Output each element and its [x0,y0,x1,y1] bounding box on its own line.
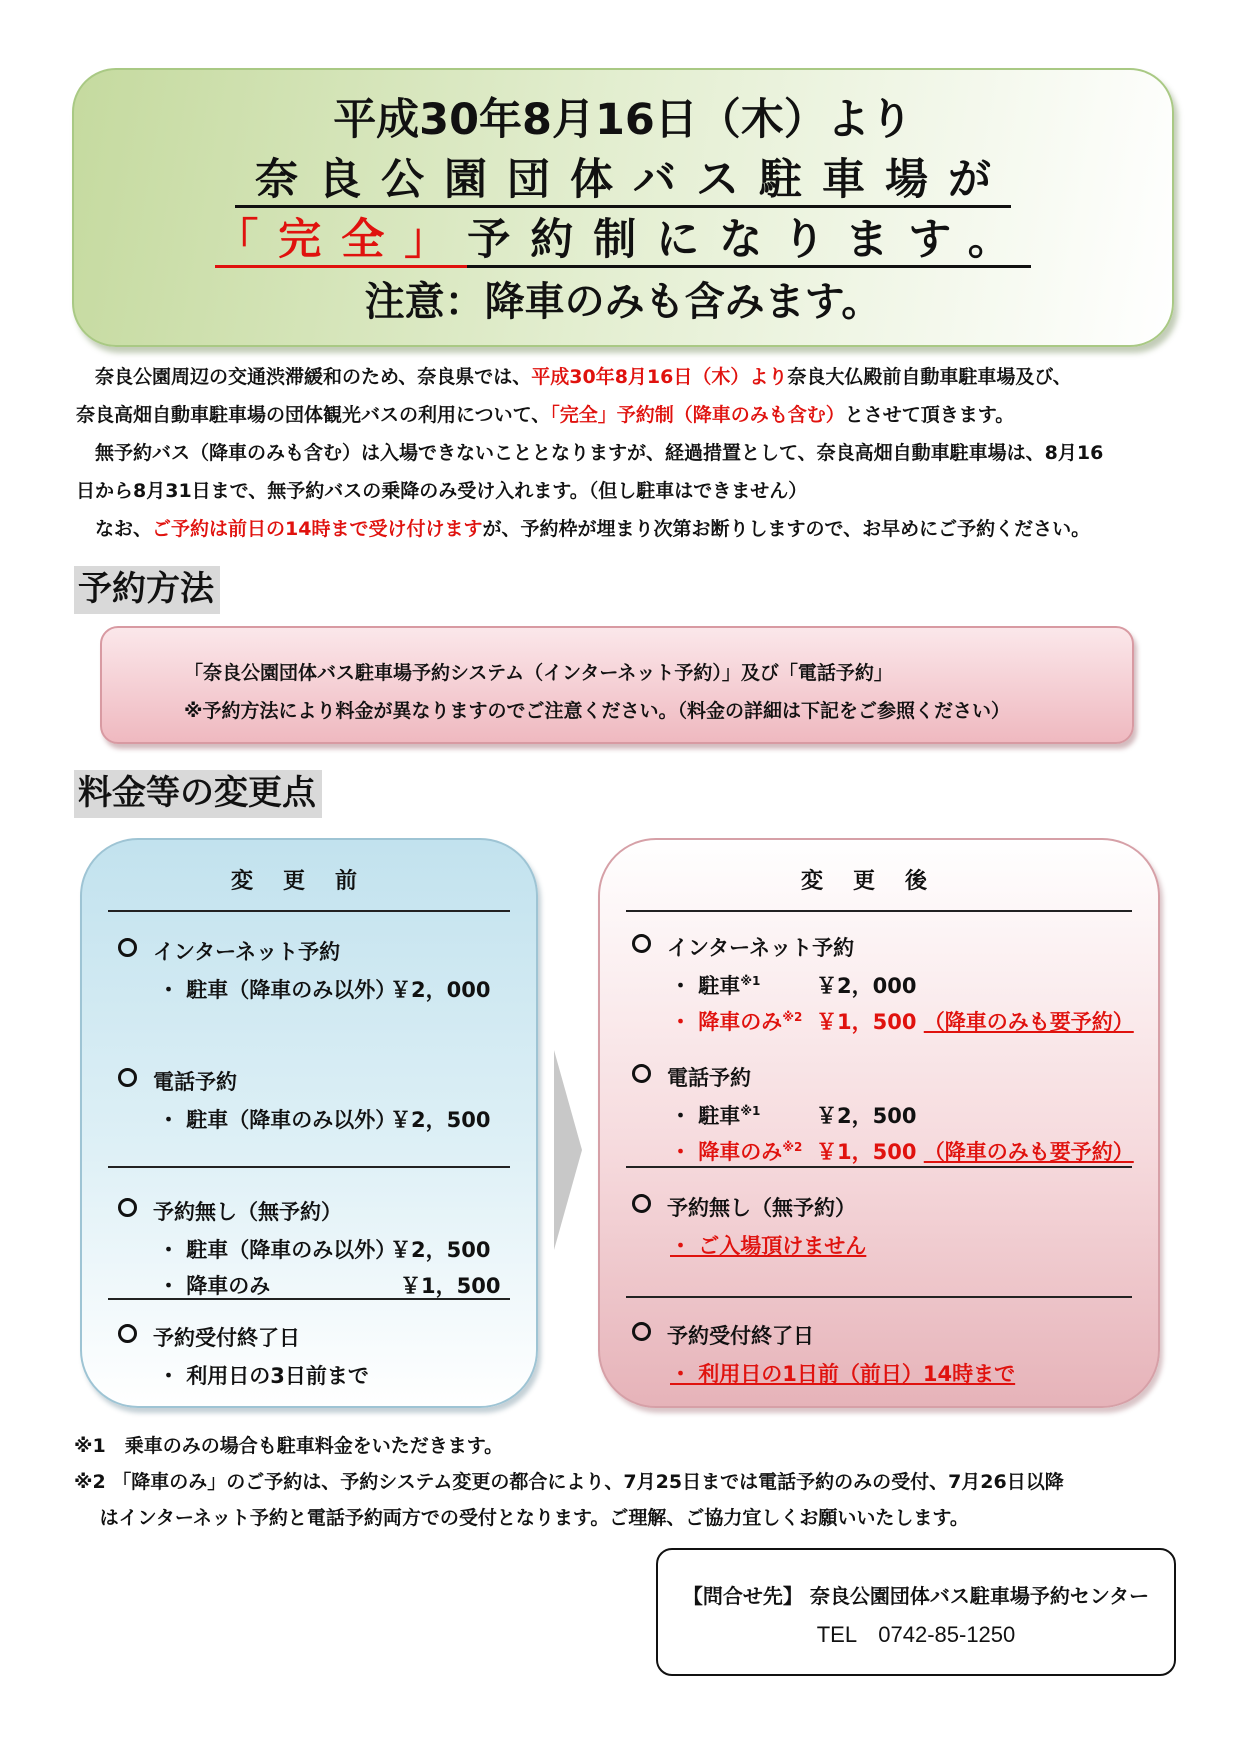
after-phone-label: 電話予約 [632,1062,751,1092]
after-internet-label: インターネット予約 [632,932,854,962]
headline-banner [72,68,1174,347]
divider [108,1166,510,1168]
divider [626,1166,1132,1168]
footnote-2-cont: はインターネット予約と電話予約両方での受付となります。ご理解、ご協力宜しくお願いいたします。 [99,1507,969,1529]
intro-paragraph-2-cont: 日から8月31日まで、無予約バスの乗降のみ受け入れます。（但し駐車はできません） [76,480,808,502]
section-heading-reservation-method: 予約方法 [74,566,220,614]
headline-note: 注意：降車のみも含みます。 [364,279,882,325]
intro-paragraph-2: 無予約バス（降車のみも含む）は入場できないこととなりますが、経過措置として、奈良高畑自動車駐車場は、8月16 [95,442,1104,464]
reservation-method-note: ※予約方法により料金が異なりますのでご注意ください。（料金の詳細は下記をご参照ください） [184,700,1010,722]
after-phone-drop-remark: （降車のみも要予約） [923,1140,1134,1164]
intro-paragraph-1-cont: 奈良高畑自動車駐車場の団体観光バスの利用について、「完全」予約制（降車のみも含む）とさせて頂きます。 [76,404,1015,426]
arrow-right-icon [554,1050,582,1250]
circle-bullet-icon [118,1068,137,1087]
after-internet-drop-remark: （降車のみも要予約） [923,1010,1134,1034]
after-internet-drop-price: ￥1，500 （降車のみも要予約） [816,1010,1134,1034]
circle-bullet-icon [632,1322,651,1341]
before-none-item-parking: ・ 駐車（降車のみ以外） [158,1238,397,1262]
after-phone-drop: ・ 降車のみ$^{※2}$ [670,1140,803,1164]
headline-date: 平成30年8月16日（木）より [333,95,913,145]
before-phone-price: ￥2，500 [390,1108,491,1132]
before-deadline-label: 予約受付終了日 [118,1322,300,1352]
after-deadline-label: 予約受付終了日 [632,1320,814,1350]
circle-bullet-icon [632,934,651,953]
divider [626,1296,1132,1298]
headline-subject: 奈良公園団体バス駐車場が [74,146,1172,207]
after-none-item: ・ ご入場頂けません [670,1234,867,1258]
divider [108,910,510,912]
before-phone-label: 電話予約 [118,1066,237,1096]
before-deadline-item: ・ 利用日の3日前まで [158,1364,369,1388]
after-phone-parking-price: ￥2，500 [816,1104,917,1128]
headline-complete: 「完全」 [215,215,467,268]
before-none-label: 予約無し（無予約） [118,1196,342,1226]
before-none-item-drop: ・ 降車のみ [158,1274,271,1298]
reservation-method-line: 「奈良公園団体バス駐車場予約システム（インターネット予約）」及び「電話予約」 [184,662,893,684]
after-internet-parking-price: ￥2，000 [816,974,917,998]
intro-text [76,358,1176,548]
before-internet-price: ￥2，000 [390,978,491,1002]
divider [108,1298,510,1300]
after-deadline-item: ・ 利用日の1日前（前日）14時まで [670,1362,1016,1386]
before-internet-label: インターネット予約 [118,936,340,966]
circle-bullet-icon [118,1324,137,1343]
intro-paragraph-1: 奈良公園周辺の交通渋滞緩和のため、奈良県では、平成30年8月16日（木）より奈良大仏殿前自動車駐車場及び、 [95,366,1072,388]
before-phone-item: ・ 駐車（降車のみ以外） [158,1108,397,1132]
before-internet-item: ・ 駐車（降車のみ以外） [158,978,397,1002]
before-none-price-drop: ￥1，500 [400,1274,501,1298]
circle-bullet-icon [632,1064,651,1083]
after-none-label: 予約無し（無予約） [632,1192,856,1222]
after-internet-drop: ・ 降車のみ$^{※2}$ [670,1010,803,1034]
footnote-1: ※1 乗車のみの場合も駐車料金をいただきます。 [74,1435,504,1457]
circle-bullet-icon [118,1198,137,1217]
after-panel [598,838,1160,1408]
before-none-price-parking: ￥2，500 [390,1238,491,1262]
contact-label: 【問合せ先】 奈良公園団体バス駐車場予約センター [682,1584,1150,1608]
section-heading-changes: 料金等の変更点 [74,770,322,818]
reservation-method-box [100,626,1134,744]
divider [626,910,1132,912]
after-phone-parking: ・ 駐車$^{※1}$ [670,1104,761,1128]
headline-reservation: 「完全」予約制になります。 [74,206,1172,267]
footnote-2: ※2 「降車のみ」のご予約は、予約システム変更の都合により、7月25日までは電話予約のみの受付、7月26日以降 [74,1471,1064,1493]
circle-bullet-icon [118,938,137,957]
contact-phone[interactable]: TEL 0742-85-1250 [816,1622,1016,1647]
before-panel [80,838,538,1408]
before-title: 変更前 [230,869,387,894]
after-phone-drop-price: ￥1，500 （降車のみも要予約） [816,1140,1134,1164]
contact-box [656,1548,1176,1676]
intro-paragraph-3: なお、ご予約は前日の14時まで受け付けますが、予約枠が埋まり次第お断りしますので、お早めにご予約ください。 [95,518,1091,540]
after-title: 変更後 [800,869,957,894]
after-internet-parking: ・ 駐車$^{※1}$ [670,974,761,998]
footnotes [74,1428,1064,1536]
circle-bullet-icon [632,1194,651,1213]
